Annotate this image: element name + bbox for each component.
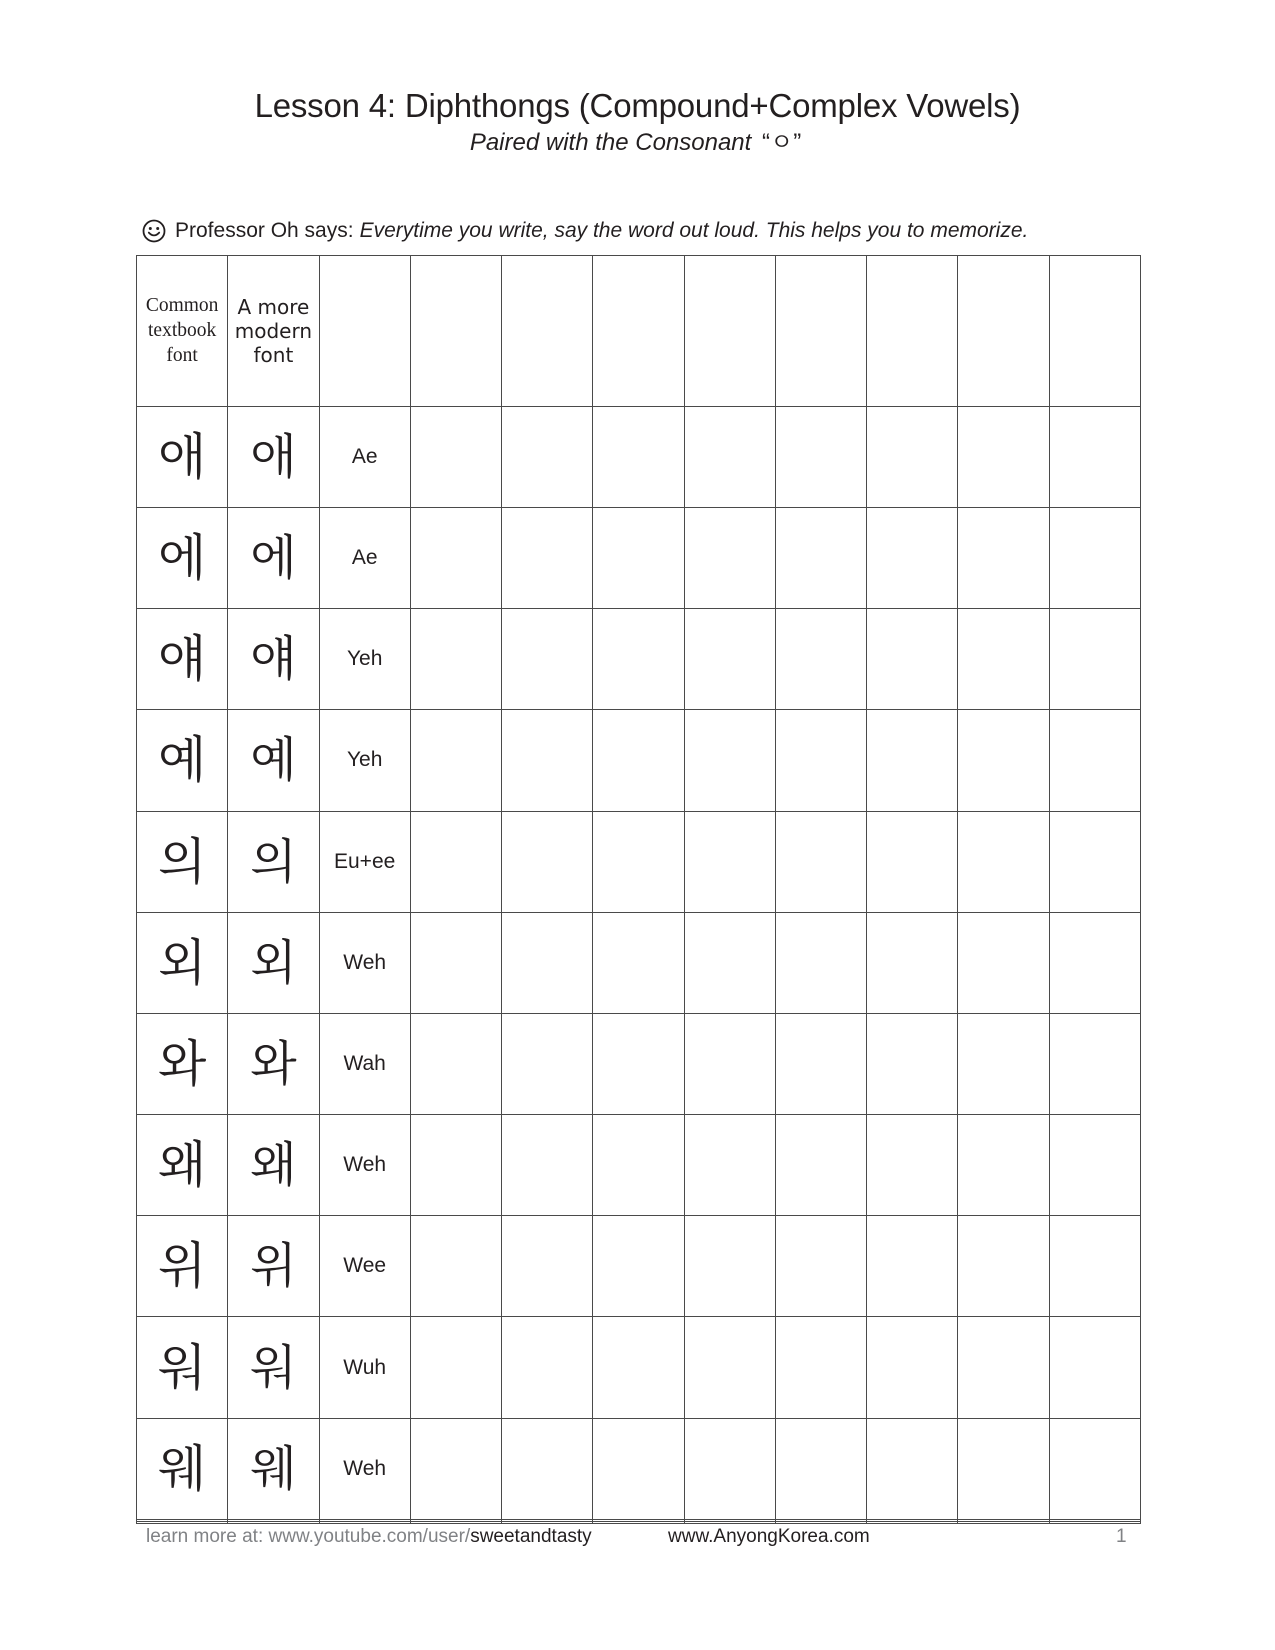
modern-hangul-cell — [228, 811, 319, 912]
practice-cell[interactable] — [684, 1013, 775, 1114]
modern-hangul-cell — [228, 1216, 319, 1317]
practice-cell[interactable] — [775, 1216, 866, 1317]
textbook-hangul-cell-text: 외 — [157, 933, 207, 992]
romanization-cell — [319, 406, 410, 507]
modern-hangul-cell-text: 위 — [250, 1238, 297, 1295]
vowel-row — [137, 1317, 1141, 1418]
header-textbook-line: textbook — [148, 320, 217, 342]
modern-hangul-cell — [228, 1115, 319, 1216]
practice-cell[interactable] — [502, 1418, 593, 1519]
practice-cell[interactable] — [502, 507, 593, 608]
practice-cell[interactable] — [958, 1521, 1049, 1523]
practice-cell[interactable] — [958, 507, 1049, 608]
modern-hangul-cell-text: 얘 — [250, 631, 297, 688]
practice-cell[interactable] — [410, 811, 501, 912]
modern-hangul-cell — [228, 710, 319, 811]
practice-cell[interactable] — [502, 256, 593, 407]
practice-cell[interactable] — [867, 1317, 958, 1418]
modern-hangul-cell-text: 워 — [250, 1339, 297, 1396]
practice-cell[interactable] — [775, 710, 866, 811]
practice-cell[interactable] — [958, 1216, 1049, 1317]
romanization-cell-text: Weh — [343, 1456, 387, 1480]
practice-cell[interactable] — [1049, 1115, 1140, 1216]
table-header-row — [137, 256, 1141, 407]
footer-learn-more[interactable] — [146, 1522, 592, 1552]
practice-cell[interactable] — [684, 1418, 775, 1519]
modern-hangul-cell-text: 외 — [250, 934, 297, 991]
smiley-face-icon — [142, 219, 166, 243]
romanization-cell — [319, 1013, 410, 1114]
practice-cell[interactable] — [775, 912, 866, 1013]
practice-cell[interactable] — [593, 912, 684, 1013]
textbook-hangul-cell — [137, 406, 228, 507]
practice-cell[interactable] — [775, 609, 866, 710]
practice-cell[interactable] — [684, 1317, 775, 1418]
romanization-cell — [319, 1317, 410, 1418]
practice-cell[interactable] — [867, 609, 958, 710]
romanization-cell-text: Wuh — [343, 1355, 387, 1379]
modern-hangul-cell-text: 의 — [250, 833, 297, 890]
subtitle-consonant — [758, 129, 805, 156]
modern-hangul-cell-text: 애 — [250, 428, 297, 485]
practice-cell[interactable] — [867, 406, 958, 507]
footer-learn-more-prefix: learn more at: www.youtube.com/user/ — [146, 1526, 471, 1547]
footer-site-link[interactable]: www.AnyongKorea.com — [668, 1526, 870, 1547]
romanization-cell-text: Wah — [343, 1052, 386, 1076]
vowel-row — [137, 406, 1141, 507]
practice-cell[interactable] — [867, 811, 958, 912]
textbook-hangul-cell — [137, 710, 228, 811]
page-number: 1 — [1116, 1526, 1127, 1547]
practice-cell[interactable] — [867, 1216, 958, 1317]
practice-cell[interactable] — [1049, 1418, 1140, 1519]
practice-cell[interactable] — [593, 1216, 684, 1317]
vowel-row — [137, 1216, 1141, 1317]
tip-speaker: Professor Oh says: — [175, 219, 354, 242]
practice-cell[interactable] — [684, 1216, 775, 1317]
practice-cell[interactable] — [593, 1115, 684, 1216]
practice-cell[interactable] — [1049, 912, 1140, 1013]
header-textbook-line: font — [166, 345, 198, 367]
textbook-hangul-cell-text: 예 — [157, 731, 207, 790]
practice-cell[interactable] — [775, 406, 866, 507]
practice-cell[interactable] — [958, 609, 1049, 710]
practice-cell[interactable] — [593, 609, 684, 710]
practice-cell[interactable] — [593, 256, 684, 407]
romanization-cell — [319, 912, 410, 1013]
practice-cell[interactable] — [502, 1013, 593, 1114]
practice-cell[interactable] — [1049, 1013, 1140, 1114]
romanization-cell — [319, 1418, 410, 1519]
practice-cell[interactable] — [410, 507, 501, 608]
practice-cell[interactable] — [502, 609, 593, 710]
vowel-row — [137, 1013, 1141, 1114]
practice-cell[interactable] — [593, 1013, 684, 1114]
header-romanization-cell — [319, 256, 410, 407]
romanization-cell-text: Wee — [343, 1254, 387, 1278]
romanization-cell-text: Ae — [351, 546, 378, 570]
practice-cell[interactable] — [684, 811, 775, 912]
vowel-row — [137, 912, 1141, 1013]
practice-cell[interactable] — [502, 406, 593, 507]
romanization-cell — [319, 1115, 410, 1216]
practice-cell[interactable] — [410, 609, 501, 710]
practice-cell[interactable] — [684, 406, 775, 507]
textbook-hangul-cell — [137, 1418, 228, 1519]
practice-cell[interactable] — [958, 811, 1049, 912]
practice-cell[interactable] — [775, 1317, 866, 1418]
practice-cell[interactable] — [1049, 710, 1140, 811]
textbook-hangul-cell-text: 에 — [157, 529, 207, 588]
page-title: Lesson 4: Diphthongs (Compound+Complex Vowels) — [254, 87, 1021, 124]
practice-cell[interactable] — [502, 1115, 593, 1216]
practice-cell[interactable] — [410, 1317, 501, 1418]
subtitle-letter: ㅇ — [770, 129, 794, 156]
romanization-cell-text: Ae — [351, 444, 378, 468]
practice-cell[interactable] — [684, 609, 775, 710]
practice-cell[interactable] — [410, 1216, 501, 1317]
romanization-cell — [319, 1216, 410, 1317]
practice-cell[interactable] — [958, 1418, 1049, 1519]
textbook-hangul-cell — [137, 609, 228, 710]
practice-cell[interactable] — [1049, 1521, 1140, 1523]
textbook-hangul-cell-text: 애 — [157, 427, 207, 486]
practice-cell[interactable] — [1049, 1317, 1140, 1418]
textbook-hangul-cell — [137, 1013, 228, 1114]
practice-cell[interactable] — [410, 406, 501, 507]
subtitle-open-quote: “ — [762, 129, 770, 156]
practice-cell[interactable] — [684, 256, 775, 407]
modern-hangul-cell-text: 에 — [250, 530, 297, 587]
practice-cell[interactable] — [593, 1418, 684, 1519]
practice-cell[interactable] — [1049, 609, 1140, 710]
page-subtitle — [0, 128, 1275, 158]
vowel-row — [137, 609, 1141, 710]
practice-cell[interactable] — [867, 912, 958, 1013]
practice-cell[interactable] — [958, 1013, 1049, 1114]
practice-cell[interactable] — [410, 912, 501, 1013]
practice-cell[interactable] — [867, 507, 958, 608]
practice-cell[interactable] — [867, 1418, 958, 1519]
practice-cell[interactable] — [775, 811, 866, 912]
practice-cell[interactable] — [410, 1418, 501, 1519]
romanization-cell — [319, 507, 410, 608]
practice-cell[interactable] — [593, 710, 684, 811]
practice-cell[interactable] — [867, 1013, 958, 1114]
practice-cell[interactable] — [1049, 811, 1140, 912]
vowel-row — [137, 1418, 1141, 1519]
modern-hangul-cell — [228, 1317, 319, 1418]
practice-cell[interactable] — [1049, 406, 1140, 507]
practice-cell[interactable] — [867, 710, 958, 811]
romanization-cell-text: Eu+ee — [334, 849, 396, 873]
textbook-hangul-cell-text: 와 — [157, 1035, 207, 1094]
modern-hangul-cell — [228, 1013, 319, 1114]
practice-cell[interactable] — [502, 1317, 593, 1418]
textbook-hangul-cell — [137, 1317, 228, 1418]
practice-cell[interactable] — [410, 256, 501, 407]
practice-cell[interactable] — [1049, 507, 1140, 608]
practice-cell[interactable] — [867, 1115, 958, 1216]
subtitle-text: Paired with the Consonant — [469, 129, 752, 156]
vowel-row — [137, 811, 1141, 912]
modern-hangul-cell-text: 웨 — [250, 1440, 297, 1497]
romanization-cell — [319, 609, 410, 710]
practice-cell[interactable] — [684, 1115, 775, 1216]
textbook-hangul-cell-text: 왜 — [157, 1136, 207, 1195]
practice-grid — [136, 255, 1141, 1524]
textbook-hangul-cell — [137, 1115, 228, 1216]
vowel-row — [137, 507, 1141, 608]
vowel-row — [137, 1115, 1141, 1216]
practice-cell[interactable] — [684, 507, 775, 608]
professor-tip — [142, 216, 1142, 246]
practice-cell[interactable] — [593, 507, 684, 608]
practice-cell[interactable] — [593, 811, 684, 912]
footer-learn-more-user: sweetandtasty — [470, 1526, 592, 1547]
practice-cell[interactable] — [958, 1115, 1049, 1216]
romanization-cell-text: Yeh — [346, 647, 383, 671]
practice-cell[interactable] — [593, 406, 684, 507]
practice-cell[interactable] — [684, 912, 775, 1013]
practice-cell[interactable] — [867, 256, 958, 407]
textbook-hangul-cell-text: 의 — [157, 832, 207, 891]
practice-cell[interactable] — [958, 406, 1049, 507]
practice-cell[interactable] — [593, 1317, 684, 1418]
practice-table — [136, 255, 1141, 1524]
header-modern-line: A more — [237, 294, 310, 319]
modern-hangul-cell — [228, 507, 319, 608]
practice-cell[interactable] — [958, 912, 1049, 1013]
practice-cell[interactable] — [775, 1013, 866, 1114]
textbook-hangul-cell-text: 위 — [157, 1237, 207, 1296]
romanization-cell — [319, 710, 410, 811]
practice-cell[interactable] — [502, 912, 593, 1013]
header-modern-line: font — [253, 342, 294, 367]
practice-cell[interactable] — [1049, 256, 1140, 407]
textbook-hangul-cell — [137, 507, 228, 608]
practice-cell[interactable] — [958, 1317, 1049, 1418]
practice-cell[interactable] — [1049, 1216, 1140, 1317]
romanization-cell-text: Yeh — [346, 748, 383, 772]
textbook-hangul-cell — [137, 1216, 228, 1317]
practice-cell[interactable] — [410, 1013, 501, 1114]
romanization-cell-text: Weh — [343, 1153, 387, 1177]
modern-hangul-cell — [228, 609, 319, 710]
practice-cell[interactable] — [410, 1115, 501, 1216]
practice-cell[interactable] — [775, 256, 866, 407]
tip-advice: Everytime you write, say the word out loud. This helps you to memorize. — [359, 219, 1029, 242]
practice-cell[interactable] — [502, 811, 593, 912]
textbook-hangul-cell-text: 웨 — [157, 1439, 207, 1498]
practice-cell[interactable] — [684, 710, 775, 811]
header-textbook-line: Common — [145, 295, 219, 317]
practice-cell[interactable] — [775, 1115, 866, 1216]
practice-cell[interactable] — [502, 710, 593, 811]
modern-hangul-cell-text: 왜 — [250, 1137, 297, 1194]
romanization-cell-text: Weh — [343, 950, 387, 974]
modern-hangul-cell-text: 와 — [250, 1036, 297, 1093]
modern-hangul-cell-text: 예 — [250, 732, 297, 789]
practice-cell[interactable] — [775, 1418, 866, 1519]
practice-cell[interactable] — [775, 507, 866, 608]
practice-cell[interactable] — [958, 256, 1049, 407]
subtitle-close-quote: ” — [793, 129, 802, 156]
textbook-hangul-cell-text: 워 — [157, 1338, 207, 1397]
practice-cell[interactable] — [958, 710, 1049, 811]
textbook-hangul-cell — [137, 912, 228, 1013]
textbook-hangul-cell-text: 얘 — [157, 630, 207, 689]
vowel-row — [137, 710, 1141, 811]
header-modern-line: modern — [234, 318, 313, 343]
modern-hangul-cell — [228, 1418, 319, 1519]
modern-hangul-cell — [228, 406, 319, 507]
textbook-hangul-cell — [137, 811, 228, 912]
modern-hangul-cell — [228, 912, 319, 1013]
header-modern-font — [228, 256, 319, 407]
header-textbook-font — [137, 256, 228, 407]
romanization-cell — [319, 811, 410, 912]
practice-cell[interactable] — [867, 1521, 958, 1523]
practice-cell[interactable] — [410, 710, 501, 811]
practice-cell[interactable] — [502, 1216, 593, 1317]
